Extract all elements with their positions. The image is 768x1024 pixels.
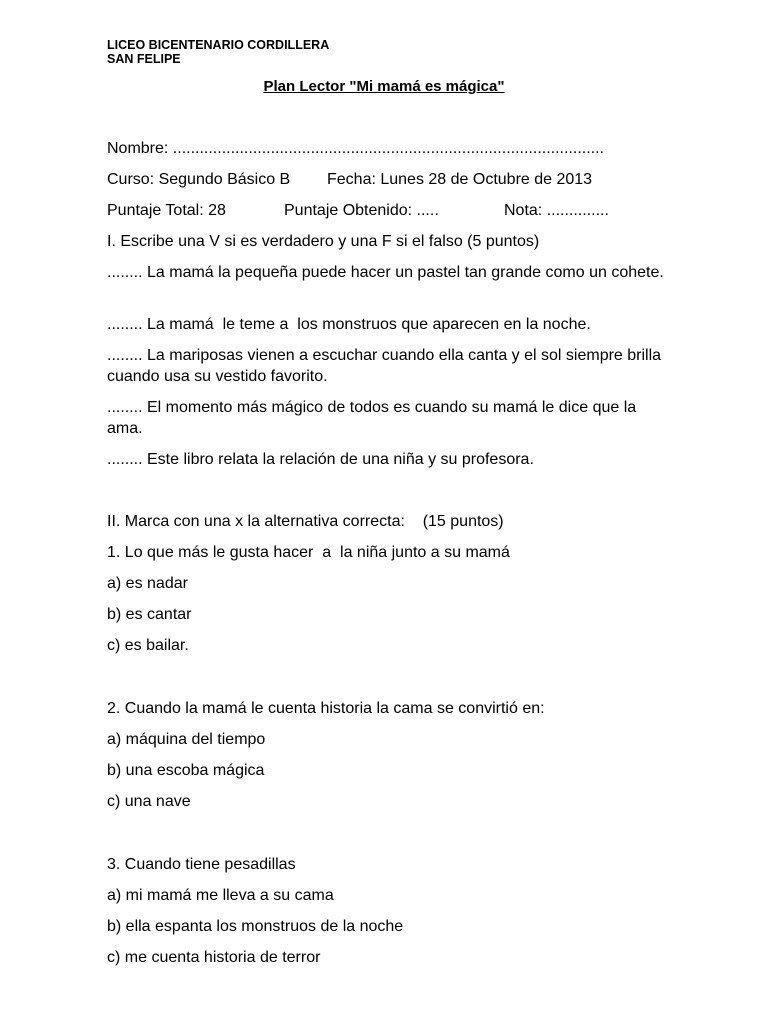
true-false-item-1: ........ La mamá la pequeña puede hacer un pastel tan grande como un cohete.: [107, 264, 664, 281]
school-city: SAN FELIPE: [107, 52, 181, 66]
question-2-option-b: b) una escoba mágica: [107, 762, 265, 779]
school-name: LICEO BICENTENARIO CORDILLERA: [107, 38, 330, 52]
question-3: 3. Cuando tiene pesadillas: [107, 856, 296, 873]
question-2-option-c: c) una nave: [107, 793, 191, 810]
section2-heading: II. Marca con una x la alternativa correcta: (15 puntos): [107, 513, 504, 530]
grade-label: Nota: ..............: [504, 202, 609, 219]
section1-heading: I. Escribe una V si es verdadero y una F si el falso (5 puntos): [107, 233, 540, 250]
date-label: Fecha: Lunes 28 de Octubre de 2013: [327, 171, 593, 188]
true-false-item-2: ........ La mamá le teme a los monstruos que aparecen en la noche.: [107, 316, 591, 333]
true-false-item-5: ........ Este libro relata la relación de una niña y su profesora.: [107, 451, 534, 468]
true-false-item-3: ........ La mariposas vienen a escuchar cuando ella canta y el sol siempre brilla cuando usa su vestido favorito.: [107, 347, 666, 385]
question-1-option-b: b) es cantar: [107, 606, 192, 623]
question-3-option-a: a) mi mamá me lleva a su cama: [107, 887, 334, 904]
student-name-line: Nombre: .................................................................................................: [107, 140, 604, 157]
question-1: 1. Lo que más le gusta hacer a la niña junto a su mamá: [107, 544, 510, 561]
total-score-label: Puntaje Total: 28: [107, 202, 226, 219]
course-label: Curso: Segundo Básico B: [107, 171, 291, 188]
page-title: Plan Lector "Mi mamá es mágica": [263, 78, 505, 95]
question-2: 2. Cuando la mamá le cuenta historia la cama se convirtió en:: [107, 700, 545, 717]
question-2-option-a: a) máquina del tiempo: [107, 731, 266, 748]
question-3-option-c: c) me cuenta historia de terror: [107, 949, 321, 966]
question-1-option-c: c) es bailar.: [107, 637, 189, 654]
true-false-item-4: ........ El momento más mágico de todos es cuando su mamá le dice que la ama.: [107, 399, 641, 437]
question-1-option-a: a) es nadar: [107, 575, 188, 592]
question-3-option-b: b) ella espanta los monstruos de la noche: [107, 918, 404, 935]
school-header: [107, 38, 329, 66]
obtained-score-label: Puntaje Obtenido: .....: [284, 202, 439, 219]
